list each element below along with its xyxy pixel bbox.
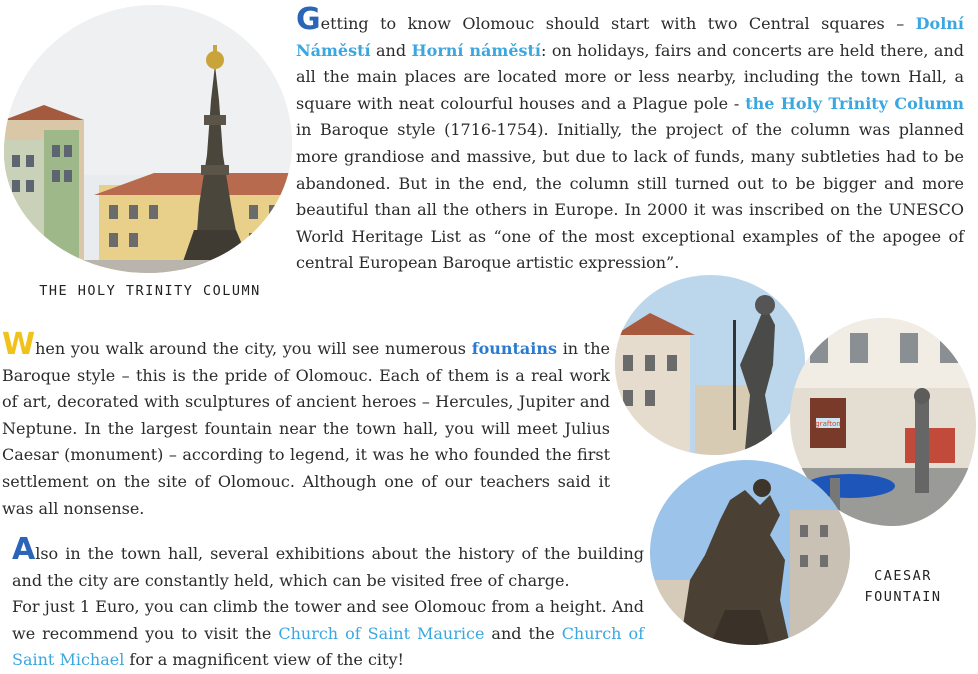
drop-cap-g: G [296, 2, 321, 37]
caesar-fountain-photo [650, 460, 850, 645]
link-church-saint-maurice[interactable]: Church of Saint Maurice [278, 623, 485, 643]
link-church-saint-michael[interactable]: Church of Saint Michael [12, 623, 644, 670]
intro-paragraph: Getting to know Olomouc should start with two Central squares – Dolní Náměstí and Horní náměstí: on holidays, fairs and concerts are held there, and all the main places are located more or less nearby, including the town Hall, a square with neat colourful houses and a Plague pole - the Holy Trinity Column in Baroque style (1716-1754). Initially, the project of the column was planned more grandiose and massive, but due to lack of funds, many subtleties had to be abandoned. But in the end, the column still turned out to be bigger and more beautiful than all the others in Europe. In 2000 it was inscribed on the UNESCO World Heritage List as “one of the most exceptional examples of the apogee of central European Baroque artistic expression”. [296, 2, 965, 273]
town-hall-paragraph: Also in the town hall, several exhibitions about the history of the building and the city are constantly held, which can be visited free of charge. For just 1 Euro, you can climb the tower and see Olomouc from a height. And we recommend you to visit the Church of Saint Maurice and the Church of Saint Michael for a magnificent view of the city! [12, 532, 644, 670]
caption-holy-trinity-column: THE HOLY TRINITY COLUMN [39, 283, 261, 299]
caption-caesar-fountain: CAESAR FOUNTAIN [864, 568, 942, 605]
drop-cap-a: A [12, 532, 36, 567]
drop-cap-w: W [2, 327, 36, 362]
link-horni-namesti[interactable]: Horní náměstí [411, 40, 541, 60]
link-dolni-namesti[interactable]: Dolní Náměstí [296, 14, 964, 60]
link-holy-trinity-column[interactable]: the Holy Trinity Column [745, 93, 965, 113]
shop-sign: grafton [815, 420, 841, 428]
link-fountains[interactable]: fountains [471, 339, 557, 358]
neptune-statue-photo [615, 275, 805, 455]
fountains-paragraph: When you walk around the city, you will see numerous fountains in the Baroque style – this is the pride of Olomouc. Each of them is a real work of art, decorated with sculptures of ancient heroes – Hercules, Jupiter and Neptune. In the largest fountain near the town hall, you will meet Julius Caesar (monument) – according to legend, it was he who founded the first settlement on the site of Olomouc. Although one of our teachers said it was all nonsense. [2, 327, 611, 518]
holy-trinity-column-photo [4, 5, 292, 273]
